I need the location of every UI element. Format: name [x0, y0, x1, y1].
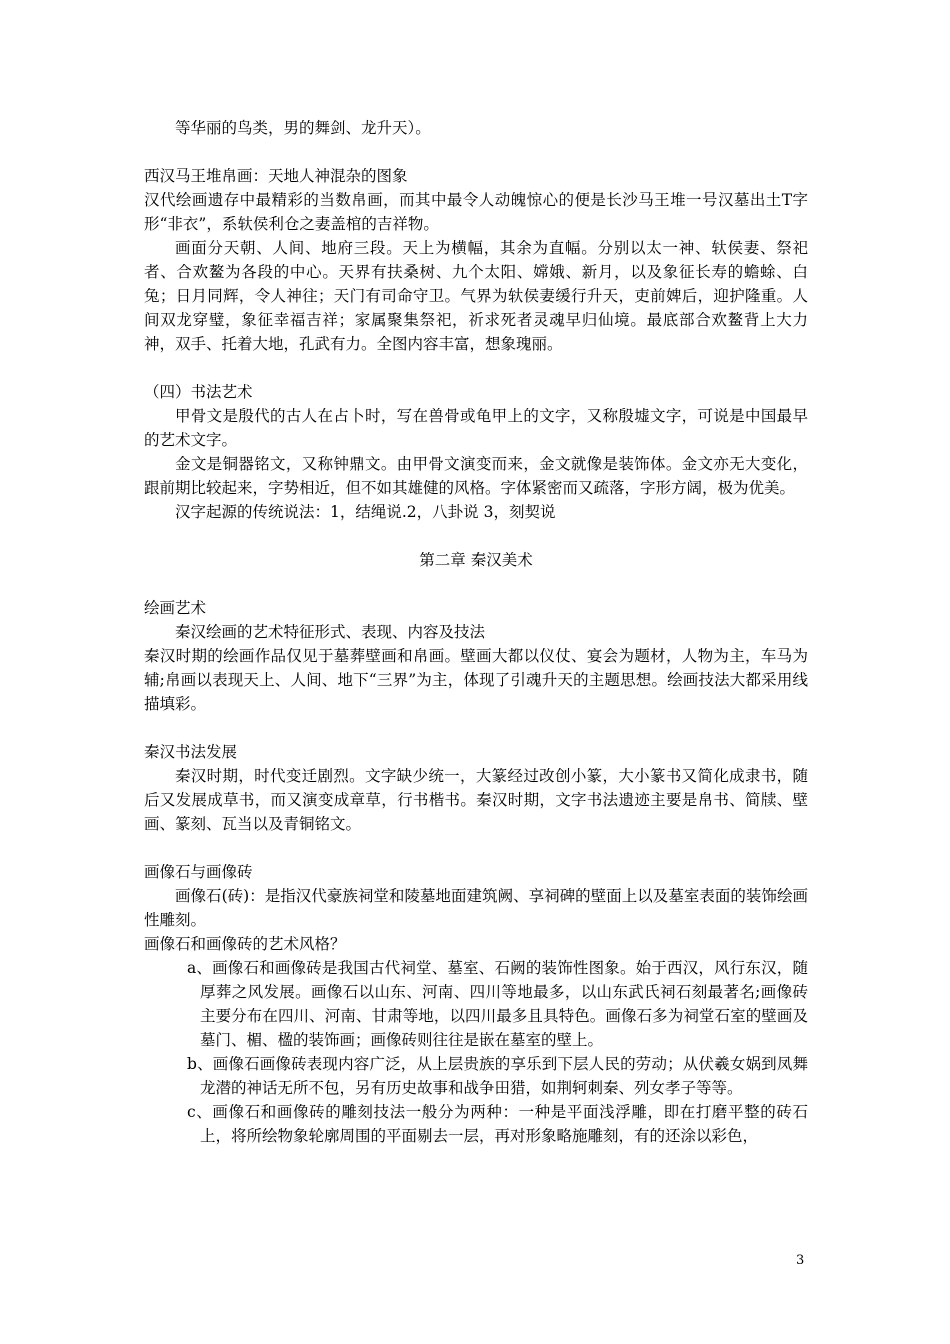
spacer: [144, 140, 808, 164]
paragraph-mawangdui-detail: 画面分天朝、人间、地府三段。天上为横幅，其余为直幅。分别以太一神、轪侯妻、祭祀者、合欢鳌为各段的中心。天界有扶桑树、九个太阳、嫦娥、新月，以及象征长寿的蟾蜍、白兔；日月同辉，令人神往；天门有司命守卫。气界为轪侯妻缓行升天，吏前婢后，迎护隆重。人间双龙穿璧，象征幸福吉祥；家属聚集祭祀，祈求死者灵魂早归仙境。最底部合欢鳌背上大力神，双手、托着大地，孔武有力。全图内容丰富，想象瑰丽。: [144, 239, 808, 353]
spacer: [144, 524, 808, 548]
paragraph-painting: 秦汉时期的绘画作品仅见于墓葬壁画和帛画。壁画大都以仪仗、宴会为题材，人物为主，车马为辅;帛画以表现天上、人间、地下“三界”为主，体现了引魂升天的主题思想。绘画技法大都采用线描填彩。: [144, 647, 808, 713]
section-heading-mawangdui: 西汉马王堆帛画：天地人神混杂的图象: [144, 167, 408, 185]
spacer: [144, 572, 808, 596]
list-item-b: b、画像石画像砖表现内容广泛，从上层贵族的享乐到下层人民的劳动；从伏羲女娲到凤舞龙潜的神话无所不包，另有历史故事和战争田猎，如荆轲刺秦、列女孝子等等。: [187, 1055, 808, 1097]
page-body: [144, 116, 808, 1148]
paragraph-mawangdui-intro: 汉代绘画遗存中最精彩的当数帛画，而其中最令人动魄惊心的便是长沙马王堆一号汉墓出土T字形“非衣”，系轪侯利仓之妻盖棺的吉祥物。: [144, 191, 808, 233]
chapter-title: 第二章 秦汉美术: [419, 551, 533, 569]
section-heading-painting: 绘画艺术: [144, 599, 207, 617]
paragraph-continuation: 等华丽的鸟类，男的舞剑、龙升天）。: [175, 119, 431, 137]
paragraph-bronze-script: 金文是铜器铭文，又称钟鼎文。由甲骨文演变而来，金文就像是装饰体。金文亦无大变化，跟前期比较起来，字势相近，但不如其雄健的风格。字体紧密而又疏落，字形方阔，极为优美。: [144, 455, 808, 497]
spacer: [144, 716, 808, 740]
paragraph-character-origin: 汉字起源的传统说法：1，结绳说.2，八卦说 3，刻契说: [175, 503, 556, 521]
paragraph-stone-definition: 画像石(砖)：是指汉代豪族祠堂和陵墓地面建筑阙、享祠碑的壁面上以及墓室表面的装饰绘画性雕刻。: [144, 887, 808, 929]
question-stone-style: 画像石和画像砖的艺术风格？: [144, 935, 346, 953]
subheading-painting-features: 秦汉绘画的艺术特征形式、表现、内容及技法: [175, 623, 486, 641]
paragraph-qinhan-calligraphy: 秦汉时期，时代变迁剧烈。文字缺少统一，大篆经过改创小篆，大小篆书又简化成隶书，随后又发展成草书，而又演变成章草，行书楷书。秦汉时期，文字书法遗迹主要是帛书、简牍、壁画、篆刻、瓦当以及青铜铭文。: [144, 767, 808, 833]
spacer: [144, 356, 808, 380]
paragraph-oracle-bone: 甲骨文是殷代的古人在占卜时，写在兽骨或龟甲上的文字，又称殷墟文字，可说是中国最早的艺术文字。: [144, 407, 808, 449]
page-number: 3: [796, 1253, 805, 1268]
section-heading-stone-relief: 画像石与画像砖: [144, 863, 253, 881]
section-heading-calligraphy: （四）书法艺术: [144, 383, 253, 401]
list-item-a: a、画像石和画像砖是我国古代祠堂、墓室、石阙的装饰性图象。始于西汉，风行东汉，随厚葬之风发展。画像石以山东、河南、四川等地最多，以山东武氏祠石刻最著名;画像砖 主要分布在四川、河南、甘肃等地，以四川最多且具特色。画像石多为祠堂石室的壁画及墓门、楣、楹的装饰画；画像砖则往往是嵌在墓室的壁上。: [187, 959, 808, 1049]
section-heading-qinhan-calligraphy: 秦汉书法发展: [144, 743, 238, 761]
spacer: [144, 836, 808, 860]
list-item-c: c、画像石和画像砖的雕刻技法一般分为两种：一种是平面浅浮雕，即在打磨平整的砖石上，将所绘物象轮廓周围的平面剔去一层，再对形象略施雕刻，有的还涂以彩色，: [187, 1103, 808, 1145]
